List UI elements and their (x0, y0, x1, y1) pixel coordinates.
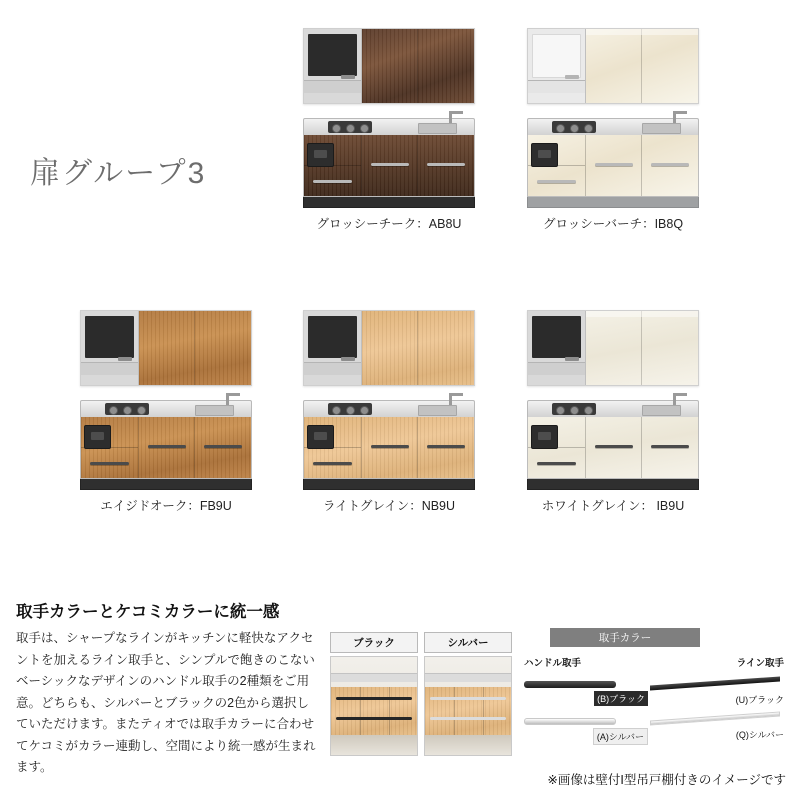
wall-cabinet (303, 310, 475, 386)
countertop (303, 118, 475, 135)
cabinet-fronts (425, 687, 511, 735)
hood-badge (341, 357, 355, 361)
floor (331, 735, 417, 755)
wall-cabinet (303, 28, 475, 104)
drawer-stack (528, 417, 586, 478)
handle-group-label: ライン取手 (736, 658, 784, 669)
drawer (81, 417, 138, 448)
handle-icon (371, 445, 409, 448)
handle-code: (B)ブラック (594, 691, 648, 706)
faucet-icon (673, 111, 676, 123)
drawer (304, 417, 361, 448)
countertop (527, 118, 699, 135)
wall-cabinet (527, 28, 699, 104)
door-group (139, 417, 251, 478)
counter-line (425, 673, 511, 682)
door (418, 135, 474, 196)
cabinet-fronts (331, 687, 417, 735)
range-hood-icon (304, 311, 362, 385)
range-hood-icon (81, 311, 139, 385)
oven-icon (307, 143, 334, 167)
handle-code: (A)シルバー (593, 728, 648, 745)
faucet-icon (449, 393, 452, 405)
oven-icon (531, 143, 558, 167)
swatch-black (330, 632, 418, 756)
hood-face (532, 316, 581, 358)
drawer-stack (304, 417, 362, 478)
line-handle-black-icon (650, 676, 780, 690)
drawer (81, 448, 138, 478)
hood-badge (565, 357, 579, 361)
door (586, 135, 643, 196)
wall-doors (586, 29, 698, 103)
base-fronts (303, 417, 475, 479)
wall-door (139, 311, 196, 385)
handle-icon (595, 445, 633, 448)
plinth (303, 479, 475, 490)
door-group (362, 135, 474, 196)
handle-icon (651, 163, 689, 166)
cooktop-icon (552, 403, 596, 415)
range-hood-icon (304, 29, 362, 103)
hood-lip (304, 80, 361, 93)
countertop (80, 400, 252, 417)
swatch-silver (424, 632, 512, 756)
product-cell-ib8q (527, 28, 699, 232)
base-fronts (527, 417, 699, 479)
handle-icon (313, 180, 352, 183)
countertop (303, 400, 475, 417)
wall-door (362, 311, 419, 385)
hood-face (308, 34, 357, 76)
handle-icon (537, 180, 576, 183)
wall-door (195, 311, 251, 385)
cooktop-icon (328, 403, 372, 415)
drawer (304, 448, 361, 478)
range-hood-icon (528, 29, 586, 103)
hood-badge (565, 75, 579, 79)
drawer (528, 448, 585, 478)
handle-icon (204, 445, 242, 448)
wall-cabinet (527, 310, 699, 386)
plinth (80, 479, 252, 490)
wall-doors (586, 311, 698, 385)
faucet-icon (449, 111, 452, 123)
handle-code: (Q)シルバー (735, 730, 784, 740)
wall-door (362, 29, 419, 103)
handle-code: (U)ブラック (735, 695, 784, 705)
handle-panel-title: 取手カラー (550, 628, 700, 647)
oven-icon (531, 425, 558, 449)
oven-icon (84, 425, 111, 449)
base-cabinet (80, 400, 252, 490)
product-cell-fb9u (80, 310, 252, 514)
base-fronts (80, 417, 252, 479)
base-cabinet (527, 400, 699, 490)
sink-icon (642, 123, 681, 134)
handle-color-panel (524, 628, 784, 751)
door-group (362, 417, 474, 478)
door (642, 417, 698, 478)
product-caption: エイジドオーク：FB9U (100, 499, 232, 513)
handle-icon (427, 163, 465, 166)
hood-lip (528, 362, 585, 375)
wall-cabinet (80, 310, 252, 386)
wall-door (642, 29, 698, 103)
drawer (528, 417, 585, 448)
wall-doors (362, 311, 474, 385)
wall-door (418, 29, 474, 103)
door (139, 417, 196, 478)
base-cabinet (303, 400, 475, 490)
hood-face (308, 316, 357, 358)
cooktop-icon (105, 403, 149, 415)
section-body: 取手は、シャープなラインがキッチンに軽快なアクセントを加えるライン取手と、シンプルで飽きのこないベーシックなデザインのハンドル取手の2種類をご用意。どちらも、シルバーとブラックの2色から選択していただけます。またティオでは取手カラーに合わせてケコミがカラー連動し、空間により統一感が生まれます。 (16, 631, 316, 774)
hood-face (85, 316, 134, 358)
section-title: 取手カラーとケコミカラーに統一感 (16, 603, 280, 621)
product-cell-ab8u (303, 28, 475, 232)
drawer (304, 135, 361, 166)
kitchen-photo-silver (424, 656, 512, 756)
product-caption: ライトグレイン：NB9U (322, 499, 456, 513)
drawer-stack (304, 135, 362, 196)
product-caption: グロッシーバーチ：IB8Q (542, 217, 684, 231)
handle-group-line (650, 655, 784, 740)
swatch-label: ブラック (330, 632, 418, 653)
base-fronts (527, 135, 699, 197)
handle-bar-silver-icon (524, 718, 616, 725)
handle-icon (427, 445, 465, 448)
handle-group-handle (524, 655, 645, 742)
handle-icon (537, 462, 576, 465)
hood-lip (81, 362, 138, 375)
drawer (528, 166, 585, 196)
drawer (528, 135, 585, 166)
door (195, 417, 251, 478)
plinth (527, 197, 699, 208)
door (362, 135, 419, 196)
base-cabinet (303, 118, 475, 208)
kitchen-photo-black (330, 656, 418, 756)
counter-line (331, 673, 417, 682)
product-cell-ib9u (527, 310, 699, 514)
sink-icon (418, 123, 457, 134)
plinth (527, 479, 699, 490)
sink-icon (418, 405, 457, 416)
handle-icon (595, 163, 633, 166)
hood-badge (118, 357, 132, 361)
countertop (527, 400, 699, 417)
drawer-stack (81, 417, 139, 478)
base-fronts (303, 135, 475, 197)
range-hood-icon (528, 311, 586, 385)
door (642, 135, 698, 196)
hood-lip (528, 80, 585, 93)
handle-group-label: ハンドル取手 (524, 658, 582, 669)
wall-door (586, 29, 643, 103)
wall-door (642, 311, 698, 385)
handle-icon (651, 445, 689, 448)
wall-door (586, 311, 643, 385)
swatch-label: シルバー (424, 632, 512, 653)
page-title: 扉グループ3 (30, 157, 207, 191)
wall-doors (139, 311, 251, 385)
drawer (304, 166, 361, 196)
faucet-icon (673, 393, 676, 405)
product-cell-nb9u (303, 310, 475, 514)
drawer-stack (528, 135, 586, 196)
hood-badge (341, 75, 355, 79)
handle-icon (148, 445, 186, 448)
footnote: ※画像は壁付I型吊戸棚付きのイメージです (547, 773, 786, 787)
cooktop-icon (552, 121, 596, 133)
faucet-icon (226, 393, 229, 405)
base-cabinet (527, 118, 699, 208)
sink-icon (195, 405, 234, 416)
handle-bar-black-icon (524, 681, 616, 688)
wall-doors (362, 29, 474, 103)
product-caption: ホワイトグレイン： IB9U (541, 499, 685, 513)
cooktop-icon (328, 121, 372, 133)
door (418, 417, 474, 478)
oven-icon (307, 425, 334, 449)
door-group (586, 135, 698, 196)
door (362, 417, 419, 478)
hood-face (532, 34, 581, 78)
door (586, 417, 643, 478)
hood-lip (304, 362, 361, 375)
sink-icon (642, 405, 681, 416)
line-handle-silver-icon (650, 711, 780, 725)
door-group (586, 417, 698, 478)
product-caption: グロッシーチーク：AB8U (316, 217, 462, 231)
handle-icon (90, 462, 129, 465)
handle-icon (371, 163, 409, 166)
floor (425, 735, 511, 755)
plinth (303, 197, 475, 208)
handle-icon (313, 462, 352, 465)
wall-door (418, 311, 474, 385)
